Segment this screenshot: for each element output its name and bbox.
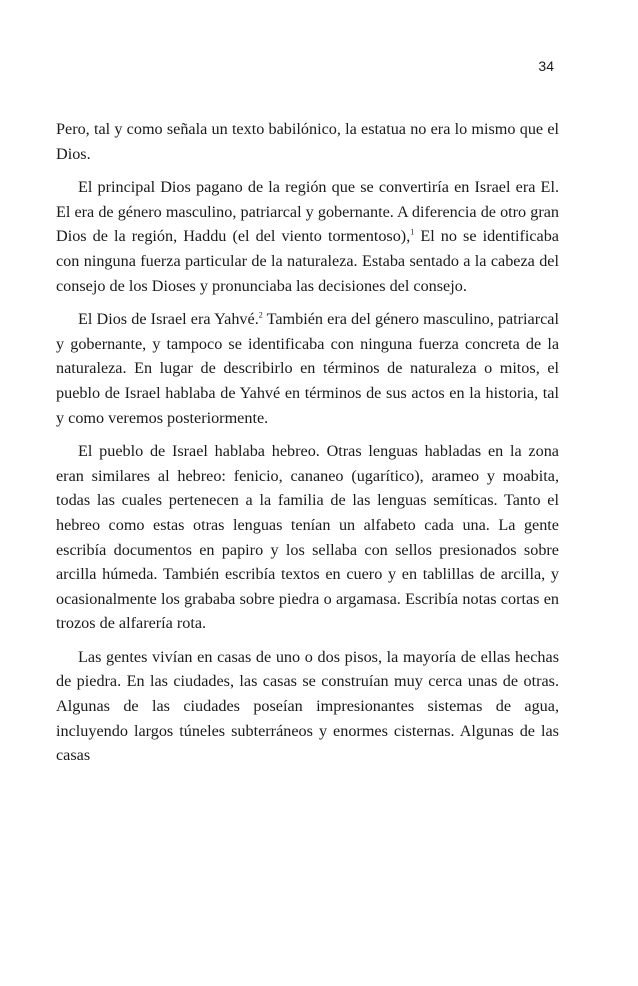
paragraph-3-text-start: El Dios de Israel era Yahvé. — [78, 310, 259, 329]
paragraph-2-text-start: El principal Dios pagano de la región que se convertiría en Israel era El. El era de género masculino, patriarcal y gobernante. A diferencia de otro gran Dios de la región, Haddu (el del viento tormentoso), — [56, 178, 559, 246]
footnote-marker-2: 2 — [258, 310, 263, 320]
paragraph-3 — [56, 307, 559, 430]
paragraph-3-text-end: También era del género masculino, patriarcal y gobernante, y tampoco se identificaba con ninguna fuerza concreta de la naturaleza. En lugar de describirlo en términos de naturaleza o mitos, el pueblo de Israel hablaba de Yahvé en términos de sus actos en la historia, tal y como veremos posteriormente. — [56, 310, 559, 427]
page-number: 34 — [538, 58, 554, 74]
body-text — [56, 117, 559, 768]
paragraph-1: Pero, tal y como señala un texto babilónico, la estatua no era lo mismo que el Dios. — [56, 120, 559, 163]
paragraph-4: El pueblo de Israel hablaba hebreo. Otras lenguas habladas en la zona eran similares al hebreo: fenicio, cananeo (ugarítico), arameo y moabita, todas las cuales pertenecen a la familia de las lenguas semíticas. Tanto el hebreo como estas otras lenguas tenían un alfabeto cada una. La gente escribía documentos en papiro y los sellaba con sellos presionados sobre arcilla húmeda. También escribía textos en cuero y en tablillas de arcilla, y ocasionalmente los grababa sobre piedra o argamasa. Escribía notas cortas en trozos de alfarería rota. — [56, 442, 559, 633]
footnote-marker-1: 1 — [410, 227, 415, 237]
paragraph-2-text-end: El no se identificaba con ninguna fuerza particular de la naturaleza. Estaba sentado a la cabeza del consejo de los Dioses y pronunciaba las decisiones del consejo. — [56, 227, 559, 295]
paragraph-2 — [56, 175, 559, 298]
paragraph-5: Las gentes vivían en casas de uno o dos pisos, la mayoría de ellas hechas de piedra. En las ciudades, las casas se construían muy cerca unas de otras. Algunas de las ciudades poseían impresionantes sistemas de agua, incluyendo largos túneles subterráneos y enormes cisternas. Algunas de las casas — [56, 647, 559, 765]
